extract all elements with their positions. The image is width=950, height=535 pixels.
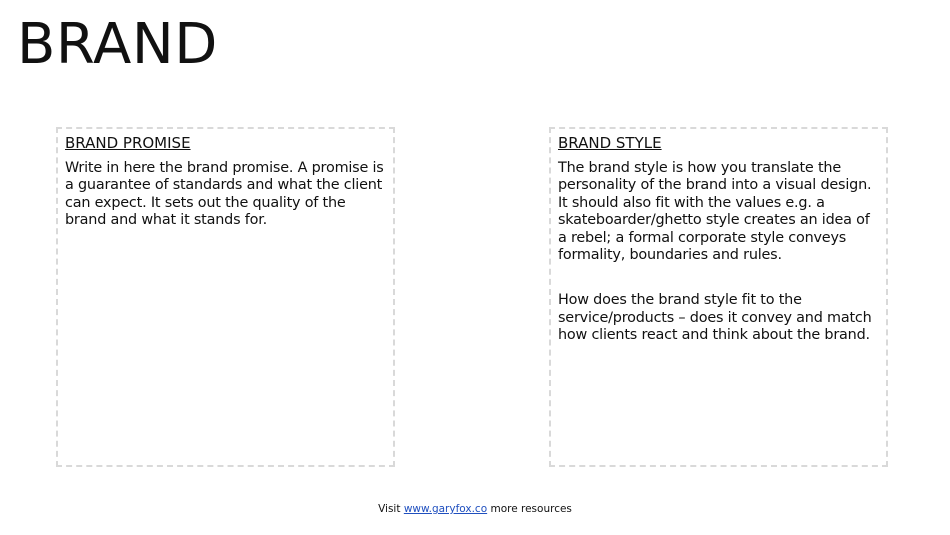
footer-prefix: Visit (378, 503, 404, 515)
footer-suffix: more resources (487, 503, 572, 515)
footer (0, 502, 950, 516)
brand-style-body (558, 160, 879, 345)
brand-promise-body (65, 160, 386, 230)
page-title: BRAND (17, 12, 218, 77)
brand-style-text-2: How does the brand style fit to the service/products – does it convey and match how clients react and think about the brand. (558, 292, 872, 344)
brand-promise-card (56, 127, 395, 467)
brand-style-text-1: The brand style is how you translate the personality of the brand into a visual design. It should also fit with the values e.g. a skateboarder/ghetto style creates an idea of a rebel; a formal corporate style conveys formality, boundaries and rules. (558, 160, 872, 264)
brand-promise-heading: BRAND PROMISE (65, 134, 191, 152)
brand-style-card (549, 127, 888, 467)
brand-style-heading: BRAND STYLE (558, 134, 662, 152)
footer-link[interactable]: www.garyfox.co (403, 503, 488, 515)
brand-promise-text: Write in here the brand promise. A promise is a guarantee of standards and what the client can expect. It sets out the quality of the brand and what it stands for. (65, 160, 384, 229)
